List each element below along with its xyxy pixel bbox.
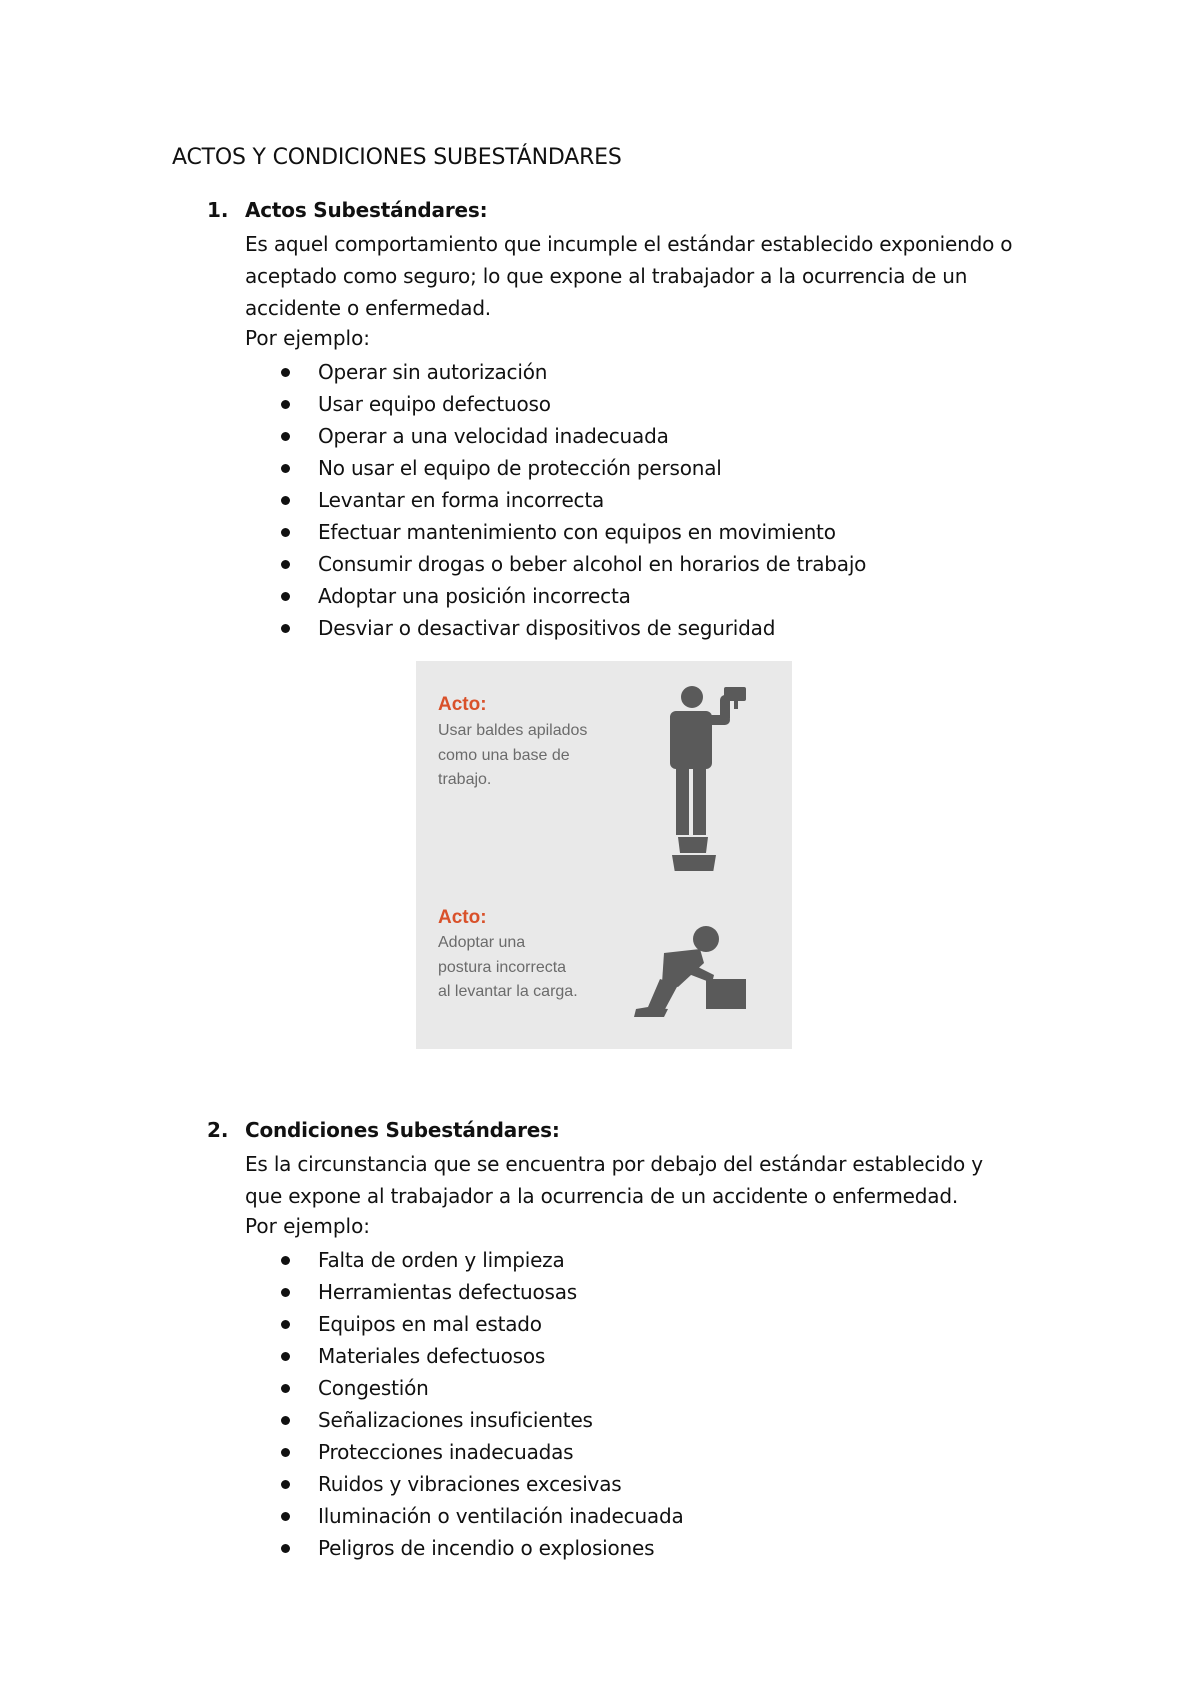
person-on-buckets-icon xyxy=(666,681,746,871)
section-1-example-intro: Por ejemplo: xyxy=(245,326,371,350)
bullet-icon xyxy=(281,1352,290,1361)
bullet-icon xyxy=(281,1544,290,1553)
section-2-description: Es la circunstancia que se encuentra por debajo del estándar establecido y que expone al trabajador a la ocurrencia de un accidente o enfermedad. xyxy=(245,1152,983,1208)
section-2-number: 2. xyxy=(207,1118,229,1142)
section-2-heading: Condiciones Subestándares: xyxy=(245,1118,560,1142)
bullet-icon xyxy=(281,528,290,537)
person-lifting-load-icon xyxy=(634,923,754,1023)
card-1-text: Usar baldes apilados como una base de trabajo. xyxy=(438,722,588,788)
bullet-icon xyxy=(281,464,290,473)
bullet-icon xyxy=(281,432,290,441)
card-1-label: Acto: xyxy=(438,694,487,715)
bullet-icon xyxy=(281,1384,290,1393)
bullet-icon xyxy=(281,1448,290,1457)
section-1-heading: Actos Subestándares: xyxy=(245,198,488,222)
bullet-icon xyxy=(281,1416,290,1425)
bullet-icon xyxy=(281,1288,290,1297)
section-2-example-intro: Por ejemplo: xyxy=(245,1214,371,1238)
bullet-icon xyxy=(281,1480,290,1489)
bullet-icon xyxy=(281,1320,290,1329)
bullet-icon xyxy=(281,1512,290,1521)
document-page: ACTOS Y CONDICIONES SUBESTÁNDARES 1. Actos Subestándares: Es aquel comportamiento que incumple el estándar establecido exponiendo o aceptado como seguro; lo que expone al trabajador a la ocurrencia de un accidente o enfermedad. Por ejemplo: Operar sin autorización Usar equipo defectuoso Operar a una velocidad inadecuada No usar el equipo de protección personal Levantar en forma incorrecta Efectuar mantenimiento con equipos en movimiento Consumir drogas o beber alcohol en horarios de trabajo Adoptar una posición incorrecta Desviar o desactivar dispositivos de seguridad Acto: Usar baldes apilados como una base de trabajo. Acto: Adoptar una postura incorrecta al levantar la carga. 2. Condiciones Subestándares: Es la circunstancia que se encuentra por debajo del estándar establecido y que expone al trabajador a la ocurrencia de un accidente o enfermedad. Por ejemplo: Falta de orden y limpieza Herramientas defectuosas Equipos en mal estado Materiales defectuosos Congestión Señalizaciones insuficientes Protecciones inadecuadas Ruidos y vibraciones excesivas Iluminación o ventilación inadecuada Peligros de incendio o explosiones xyxy=(0,0,1200,1696)
section-1-number: 1. xyxy=(207,198,229,222)
bullet-icon xyxy=(281,400,290,409)
bullet-icon xyxy=(281,624,290,633)
document-title: ACTOS Y CONDICIONES SUBESTÁNDARES xyxy=(172,145,622,170)
bullet-icon xyxy=(281,560,290,569)
card-2-text: Adoptar una postura incorrecta al levantar la carga. xyxy=(438,934,578,1000)
bullet-icon xyxy=(281,496,290,505)
bullet-icon xyxy=(281,592,290,601)
section-1-description: Es aquel comportamiento que incumple el estándar establecido exponiendo o aceptado como seguro; lo que expone al trabajador a la ocurrencia de un accidente o enfermedad. xyxy=(245,232,1013,320)
bullet-icon xyxy=(281,368,290,377)
bullet-icon xyxy=(281,1256,290,1265)
card-2-label: Acto: xyxy=(438,907,487,928)
safety-acts-illustration xyxy=(416,661,792,1049)
